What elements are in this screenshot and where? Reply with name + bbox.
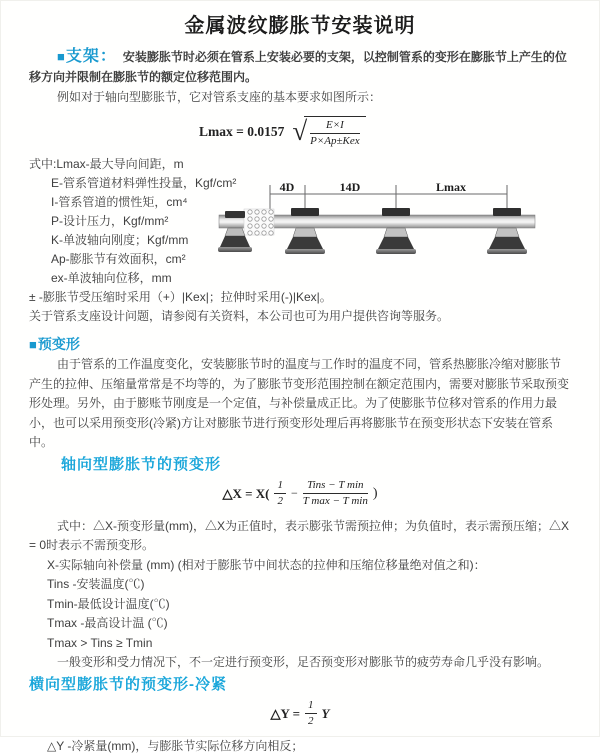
definition-item: ex-单波轴向位移，mm [29, 269, 571, 288]
predeform-paragraph: 由于管系的工作温度变化，安装膨胀节时的温度与工作时的温度不同，管系热膨胀冷缩对膨胀节产生的拉伸、压缩量常常是不均等的，为了膨胀节变形范围控制在额定范围内，需要对膨胀节采取预变形处理。另外，由于膨账节刚度是一个定值，与补偿量成正比。为了使膨胀节位移对管系的作用力最小，也可以采用预变形(冷紧)方让对膨胀节进行预变形处理后再将膨胀节在预变形状态下安装在管系中。 [29, 355, 571, 453]
where-line: 式中:Lmax-最大导向间距，m [29, 155, 571, 174]
axial-where-line: 式中：△X-预变形量(mm)，△X为正值时，表示膨张节需预拉伸；为负值时，表示需预压缩；△X = 0时表示不需预变形。 [29, 517, 571, 556]
lmax-fraction [310, 119, 360, 148]
axial-fraction-half [274, 479, 286, 508]
half-numerator: 1 [274, 479, 286, 494]
dimension-label-14d: 14D [340, 180, 361, 194]
lateral-heading: 横向型膨胀节的预变形-冷紧 [29, 675, 571, 695]
support-example-line: 例如对于轴向型膨胀节，它对管系支座的基本要求如图所示： [29, 87, 571, 107]
definition-item: I-管系管道的惯性矩，cm⁴ [29, 193, 571, 212]
predeform-heading-row [29, 334, 571, 355]
axial-item: Tins -安装温度(℃) [29, 575, 571, 595]
bellows-section [244, 209, 274, 235]
temp-numerator: Tins − T min [303, 479, 368, 494]
dimension-labels [280, 180, 466, 194]
pipe-support-diagram [217, 181, 557, 273]
lateral-formula-lhs: △Y = [270, 706, 300, 722]
axial-formula [29, 477, 571, 511]
axial-note: 一般变形和受力情况下，不一定进行预变形，足否预变形对膨胀节的疲劳寿命几乎没有影响。 [29, 653, 571, 673]
half-numerator: 1 [305, 699, 317, 714]
support-closing-line: 关于管系支座设计问题，请参阅有关资料，本公司也可为用户提供咨询等服务。 [29, 307, 571, 326]
definition-item: E-管系管道材料弹性投量，Kgf/cm² [29, 174, 571, 193]
section-bullet-icon: ■ [29, 337, 37, 352]
axial-item: Tmax -最高设计温 (℃) [29, 614, 571, 634]
lateral-formula-rhs: Y [322, 706, 330, 722]
temp-denominator: T max − T min [303, 494, 368, 508]
definition-item: P-设计压力，Kgf/mm² [29, 212, 571, 231]
axial-item: Tmin-最低设计温度(℃) [29, 595, 571, 615]
minus-operator: − [291, 486, 298, 501]
lmax-fraction-numerator: E×I [310, 119, 360, 134]
plus-minus-line: ± -膨胀节受压缩时采用（+）|Kex|；拉伸时采用(-)|Kex|。 [29, 288, 571, 307]
lateral-formula [29, 697, 571, 731]
support-paragraph-text: 安装膨胀节时必须在管系上安装必要的支架，以控制管系的变形在膨胀节上产生的位移方向并限制在膨胀节的额定位移范围内。 [29, 50, 567, 84]
lateral-fraction-half [305, 699, 317, 728]
definition-item: Ap-膨胀节有效面积，cm² [29, 250, 571, 269]
axial-fraction-temp [303, 479, 368, 508]
square-root [292, 116, 365, 148]
half-denominator: 2 [274, 494, 286, 508]
support-heading: 支架： [66, 48, 117, 65]
definition-item: K-单波轴向刚度；Kgf/mm [29, 231, 571, 250]
support-paragraph [29, 47, 571, 87]
axial-item: X-实际轴向补偿量 (mm) (相对于膨胀节中间状态的拉伸和压缩位移量绝对值之和)： [29, 556, 571, 576]
pipe-support [376, 208, 416, 254]
dimension-label-lmax: Lmax [436, 180, 466, 194]
axial-formula-rhs: ) [373, 486, 378, 502]
pipe-support [285, 208, 325, 254]
section-bullet-icon: ■ [57, 49, 65, 64]
half-denominator: 2 [305, 714, 317, 728]
radicand [304, 116, 366, 148]
lmax-fraction-denominator: P×Ap±Kex [310, 134, 360, 148]
axial-heading: 轴向型膨胀节的预变形 [61, 455, 571, 475]
predeform-heading: 预变形 [38, 336, 80, 352]
radical-icon: √ [292, 116, 307, 146]
axial-formula-lhs: △X = X( [222, 486, 269, 502]
definitions-block [29, 155, 571, 326]
lmax-formula [199, 113, 571, 151]
page-title: 金属波纹膨胀节安装说明 [29, 13, 571, 39]
pipe-support [487, 208, 527, 254]
lateral-explain: △Y -冷紧量(mm)，与膨胀节实际位移方向相反； [29, 737, 571, 756]
dimension-label-4d: 4D [280, 180, 295, 194]
axial-item: Tmax > Tins ≥ Tmin [29, 634, 571, 654]
lmax-formula-lhs: Lmax = 0.0157 [199, 124, 284, 140]
